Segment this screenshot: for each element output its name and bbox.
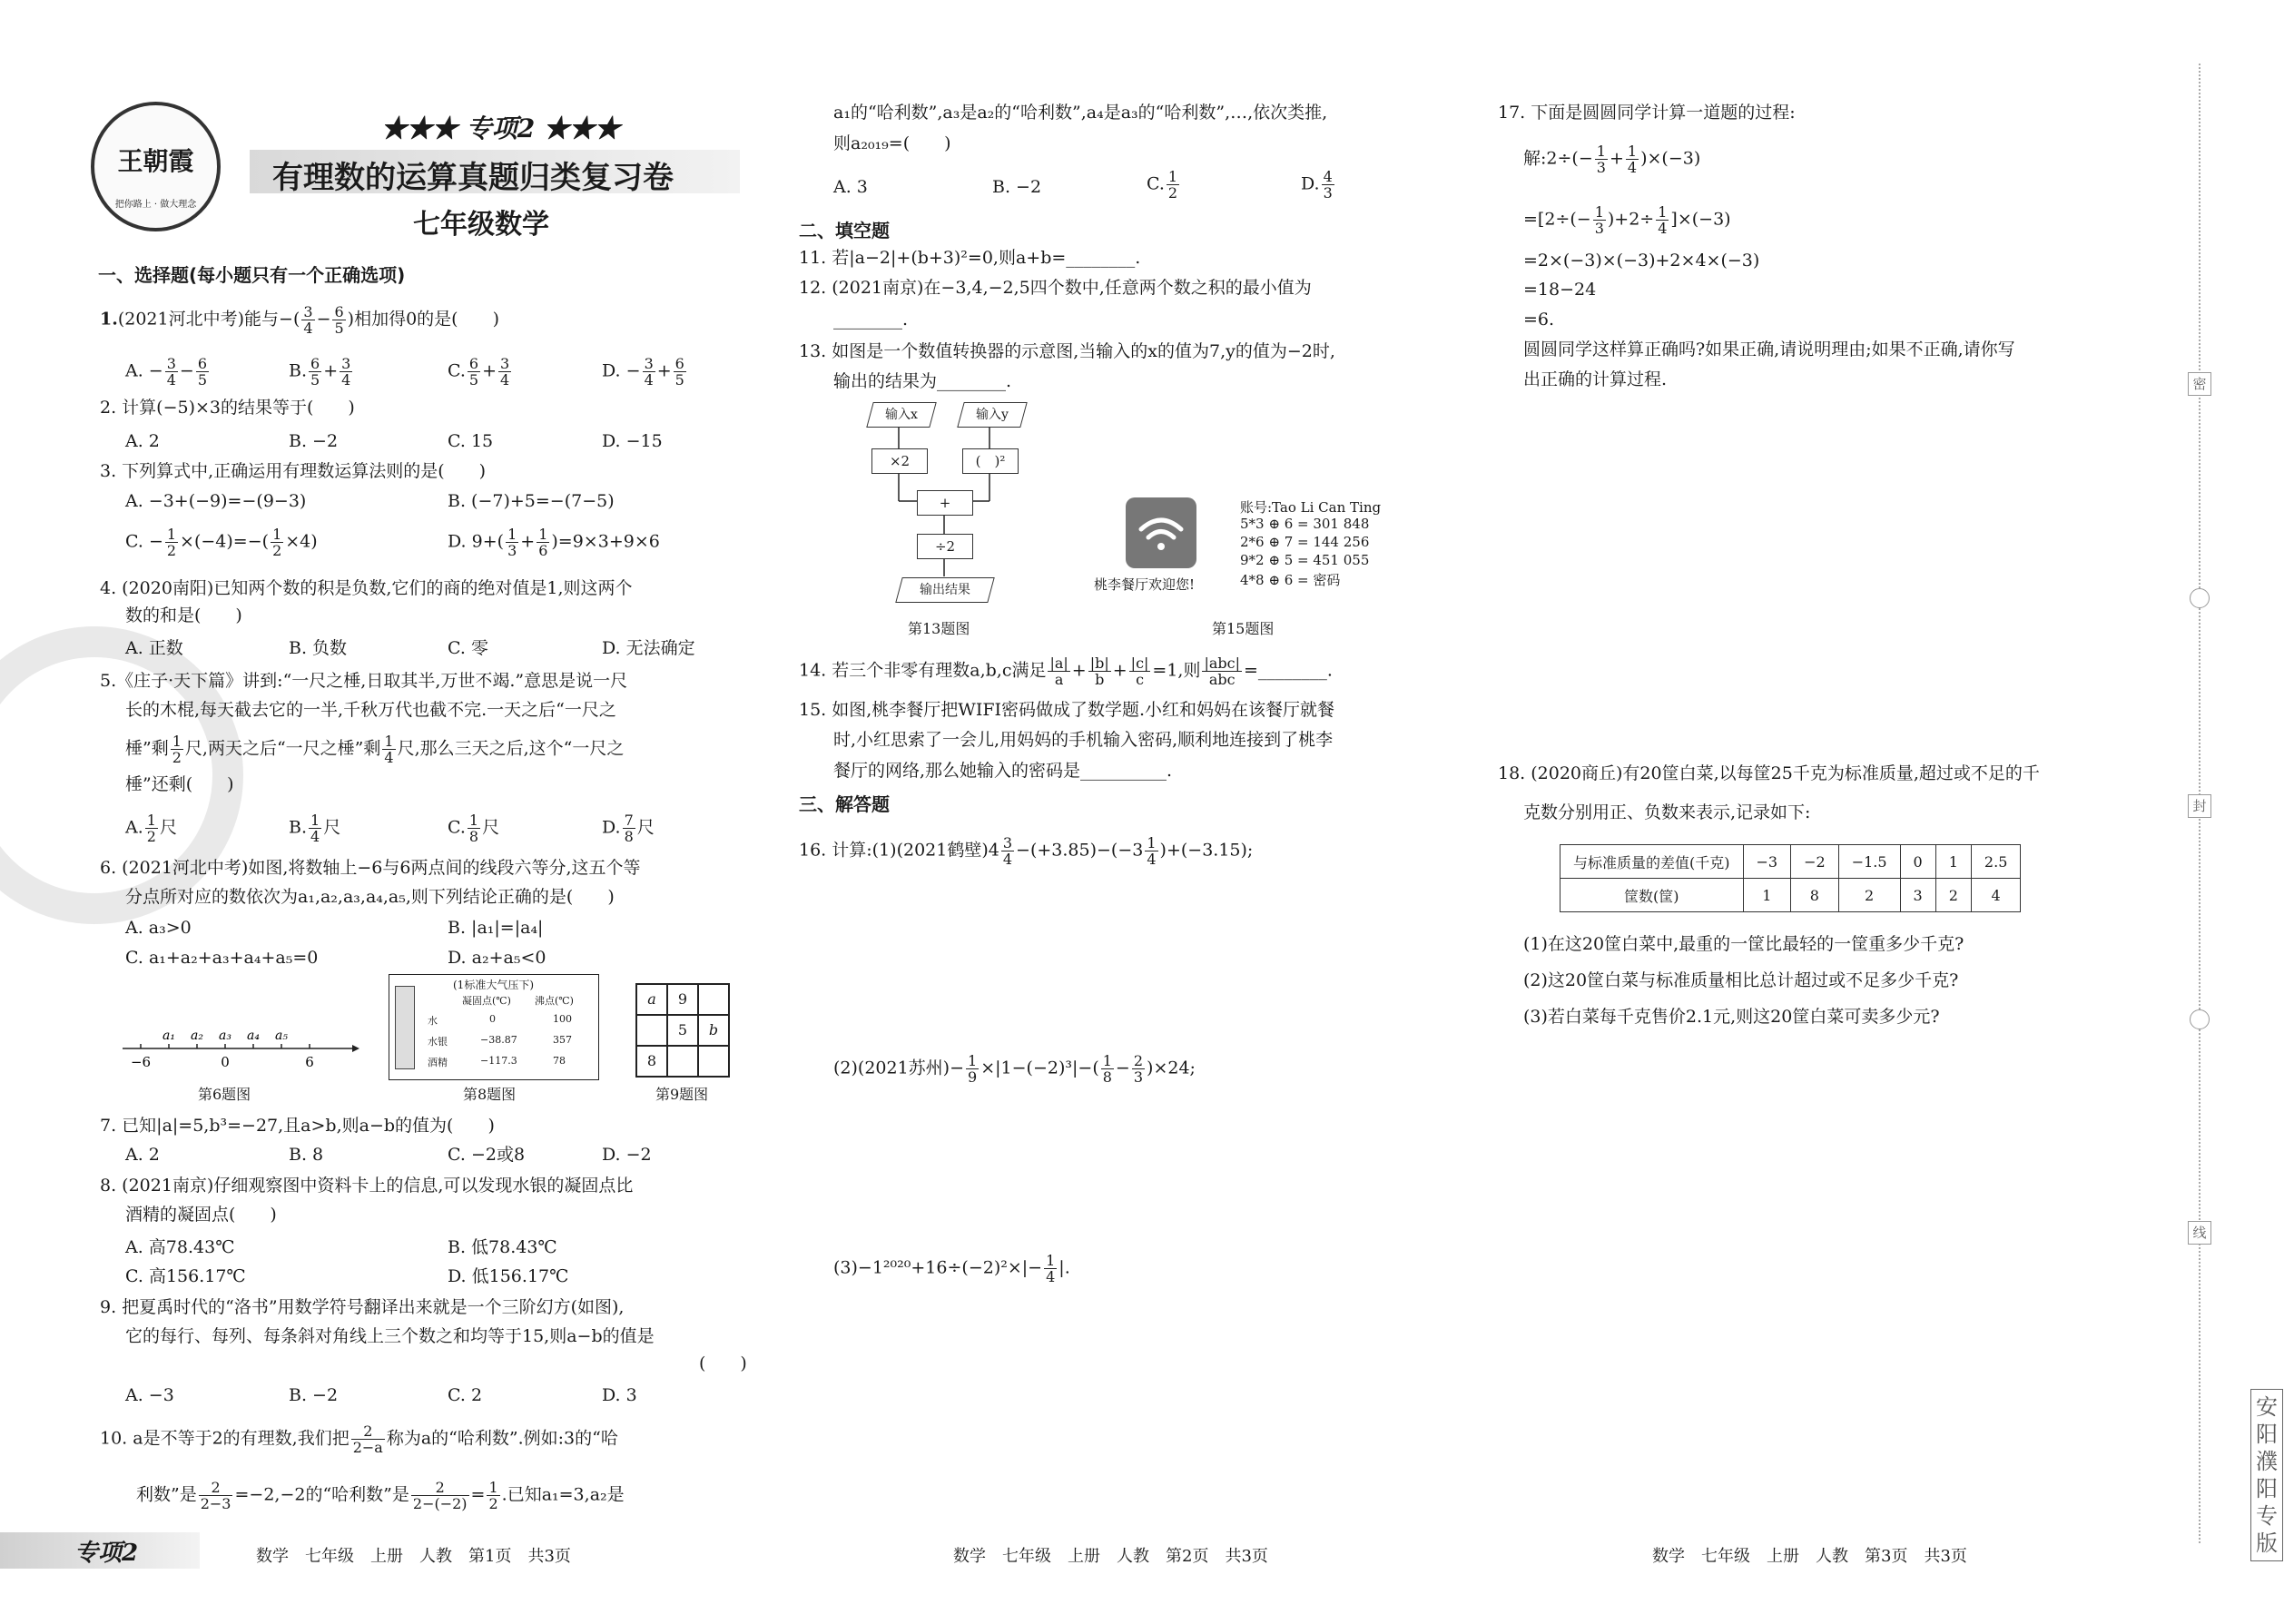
q9-line3: ( ): [699, 1353, 747, 1373]
q1-opt-a: A. − $\frac{3}{4}$ − $\frac{6}{5}$: [125, 355, 208, 389]
q18-line2: 克数分别用正、负数来表示,记录如下:: [1523, 802, 1811, 822]
fig6-caption: 第6题图: [198, 1086, 251, 1103]
table-cell: −3: [1743, 845, 1791, 879]
q11-line: 11. 若|a−2|+(b+3)²=0,则a+b=________.: [799, 248, 1141, 268]
fig9-cell: [667, 1046, 698, 1077]
table-cell: 与标准质量的差值(千克): [1561, 845, 1744, 879]
binding-char-feng: 封: [2188, 794, 2211, 818]
fig13-input-y: 输入y: [957, 402, 1028, 428]
q4-line2: 数的和是( ): [125, 605, 242, 625]
q5-opt-b: B. $\frac{1}{4}$ 尺: [289, 812, 341, 845]
q9-opt-a: A. −3: [125, 1385, 174, 1405]
fig6-a5-label: a₅: [275, 1029, 288, 1043]
footer-page3: 数学 七年级 上册 人教 第3页 共3页: [1652, 1547, 1967, 1566]
fig9-cell: [698, 984, 729, 1015]
q7-line: 7. 已知|a|=5,b³=−27,且a>b,则a−b的值为( ): [100, 1116, 495, 1136]
table-cell: 2.5: [1971, 845, 2020, 879]
q5-line1: 5.《庄子·天下篇》讲到:“一尺之棰,日取其半,万世不竭.”意思是说一尺: [100, 671, 628, 691]
fig13-div2: ÷2: [917, 534, 973, 559]
q4-opt-c: C. 零: [448, 638, 488, 658]
q3-line: 3. 下列算式中,正确运用有理数运算法则的是( ): [100, 461, 487, 481]
fig6-left-label: −6: [130, 1054, 152, 1070]
q3-opt-c: C. − $\frac{1}{2}$ ×(−4)=−( $\frac{1}{2}$ ×4): [125, 526, 318, 559]
q3-opt-d: D. 9+( $\frac{1}{3}$ + $\frac{1}{6}$ )=9×3+9×6: [448, 526, 660, 559]
section-answer: 三、解答题: [799, 793, 890, 815]
q5-opt-a: A. $\frac{1}{2}$ 尺: [125, 812, 177, 845]
q9-opt-d: D. 3: [602, 1385, 637, 1405]
q4-opt-b: B. 负数: [289, 638, 348, 658]
fig15-wifi-tile: [1126, 497, 1196, 568]
q7-opt-b: B. 8: [289, 1145, 324, 1165]
binding-dot: [2190, 588, 2210, 608]
q18-sub2: (2)这20筐白菜与标准质量相比总计超过或不足多少千克?: [1523, 970, 1959, 990]
q18-sub1: (1)在这20筐白菜中,最重的一筐比最轻的一筐重多少千克?: [1523, 934, 1964, 954]
fig9-cell: [636, 1015, 667, 1046]
q17-ask2: 出正确的计算过程.: [1523, 369, 1668, 389]
table-row: [1561, 845, 2021, 879]
q10-line2: 利数”是 $\frac{2}{2-3}$ =−2,−2的“哈利数”是 $\frac{2}{2-(-2)}$ = $\frac{1}{2}$ .已知a₁=3,a₂是: [136, 1479, 625, 1512]
q3-opt-b: B. (−7)+5=−(7−5): [448, 491, 615, 511]
q10-line1: 10. a是不等于2的有理数,我们把 $\frac{2}{2-a}$ 称为a的“哈利数”.例如:3的“哈: [100, 1422, 618, 1456]
binding-char-mi: 密: [2188, 372, 2211, 396]
q1-line: 1.(2021河北中考)能与−( $\frac{3}{4}$ − $\frac{6}{5}$ )相加得0的是( ): [100, 303, 500, 337]
fig9-caption: 第9题图: [655, 1086, 709, 1103]
fig8-r3c3: 78: [553, 1055, 566, 1067]
q13-line2: 输出的结果为________.: [833, 371, 1012, 391]
q8-line1: 8. (2021南京)仔细观察图中资料卡上的信息,可以发现水银的凝固点比: [100, 1176, 634, 1196]
table-row: [1561, 879, 2021, 912]
fig9-cell: a: [636, 984, 667, 1015]
q2-opt-a: A. 2: [125, 431, 160, 451]
q7-opt-d: D. −2: [602, 1145, 652, 1165]
q4-line1: 4. (2020南阳)已知两个数的积是负数,它们的商的绝对值是1,则这两个: [100, 578, 633, 598]
table-cell: 2: [1935, 879, 1971, 912]
q17-step5: =6.: [1523, 310, 1555, 330]
q6-opt-d: D. a₂+a₅<0: [448, 948, 546, 968]
q6-line2: 分点所对应的数依次为a₁,a₂,a₃,a₄,a₅,则下列结论正确的是( ): [125, 887, 615, 907]
fig8-thermometer: [395, 986, 415, 1069]
fig8-r1c2: 0: [489, 1013, 496, 1025]
q15-line2: 时,小红思索了一会儿,用妈妈的手机输入密码,顺利地连接到了桃李: [833, 730, 1334, 750]
fig15-caption: 第15题图: [1212, 620, 1275, 637]
table-cell: 1: [1935, 845, 1971, 879]
footer-page1: 数学 七年级 上册 人教 第1页 共3页: [256, 1547, 571, 1566]
q5-line2: 长的木棍,每天截去它的一半,千秋万代也截不完.一天之后“一尺之: [125, 700, 616, 720]
fig13-input-x: 输入x: [866, 402, 937, 428]
q14-line: 14. 若三个非零有理数a,b,c满足 $\frac{|a|}{a}$ + $\frac{|b|}{b}$ + $\frac{|c|}{c}$ =1,则 $\frac{\text{|abc|}}{\text{abc}}$ =________.: [799, 655, 1333, 688]
q4-opt-a: A. 正数: [125, 638, 183, 658]
fig15-welcome: 桃李餐厅欢迎您!: [1094, 576, 1196, 593]
fig8-r2c1: 水银: [428, 1036, 448, 1048]
q15-line1: 15. 如图,桃李餐厅把WIFI密码做成了数学题.小红和妈妈在该餐厅就餐: [799, 700, 1335, 720]
fig8-r1c3: 100: [553, 1013, 572, 1025]
logo-text: 王朝霞: [117, 146, 194, 176]
fig6-right-label: 6: [305, 1054, 314, 1070]
q10-opt-a: A. 3: [833, 177, 868, 197]
q16-part3: (3)−1²⁰²⁰+16÷(−2)²×|− $\frac{1}{4}$ |.: [833, 1252, 1070, 1285]
fig13-output: 输出结果: [895, 577, 995, 603]
q8-opt-c: C. 高156.17℃: [125, 1266, 246, 1286]
q8-line2: 酒精的凝固点( ): [125, 1205, 277, 1225]
q12-line2: ________.: [833, 310, 909, 330]
wifi-icon: [1126, 497, 1196, 568]
fig6-zero-label: 0: [221, 1054, 230, 1070]
q17-step1: 解:2÷(− $\frac{1}{3}$ + $\frac{1}{4}$ )×(−3): [1523, 143, 1701, 176]
q2-line: 2. 计算(−5)×3的结果等于( ): [100, 398, 355, 418]
fig8-col2: 沸点(℃): [535, 995, 574, 1007]
fig13-caption: 第13题图: [908, 620, 970, 637]
table-cell: 8: [1791, 879, 1839, 912]
q8-opt-b: B. 低78.43℃: [448, 1237, 557, 1257]
fig6-a2-label: a₂: [191, 1029, 203, 1043]
table-cell: 筐数(筐): [1561, 879, 1744, 912]
q7-opt-a: A. 2: [125, 1145, 160, 1165]
fig8-head: (1标准大气压下): [453, 979, 534, 991]
fig15-account: 账号:Tao Li Can Ting: [1240, 499, 1382, 516]
q2-opt-d: D. −15: [602, 431, 663, 451]
fig8-r2c2: −38.87: [480, 1034, 517, 1046]
table-cell: 3: [1900, 879, 1935, 912]
q16-part2: (2)(2021苏州)− $\frac{1}{9}$ ×|1−(−2)³|−( $\frac{1}{8}$ − $\frac{2}{3}$ )×24;: [833, 1052, 1196, 1086]
q2-opt-b: B. −2: [289, 431, 339, 451]
fig6-a4-label: a₄: [247, 1029, 260, 1043]
fig13-plus: +: [917, 490, 973, 516]
table-cell: 2: [1838, 879, 1900, 912]
fig8-card: [389, 974, 599, 1080]
q18-table: [1560, 844, 2021, 912]
q4-opt-d: D. 无法确定: [602, 638, 695, 658]
edition-label: 安阳濮阳专版: [2250, 1389, 2283, 1561]
fig8-r3c2: −117.3: [480, 1055, 517, 1067]
q10-opt-b: B. −2: [992, 177, 1042, 197]
section-fill: 二、填空题: [799, 220, 890, 241]
fig9-cell: b: [698, 1015, 729, 1046]
footer-series: 专项2: [74, 1540, 139, 1567]
page-subtitle: 七年级数学: [413, 209, 549, 241]
fig8-r1c1: 水: [428, 1015, 438, 1027]
q5-opt-c: C. $\frac{1}{8}$ 尺: [448, 812, 500, 845]
footer-page2: 数学 七年级 上册 人教 第2页 共3页: [953, 1547, 1268, 1566]
q6-line1: 6. (2021河北中考)如图,将数轴上−6与6两点间的线段六等分,这五个等: [100, 858, 641, 878]
table-cell: 1: [1743, 879, 1791, 912]
q16-part1: 16. 计算:(1)(2021鹤壁)4 $\frac{3}{4}$ −(+3.85)−(−3 $\frac{1}{4}$ )+(−3.15);: [799, 834, 1254, 868]
q5-line3: 棰”剩 $\frac{1}{2}$ 尺,两天之后“一尺之棰”剩 $\frac{1}{4}$ 尺,那么三天之后,这个“一尺之: [125, 733, 625, 766]
q17-step4: =18−24: [1523, 280, 1597, 300]
binding-dot: [2190, 1009, 2210, 1029]
fig9-cell: 8: [636, 1046, 667, 1077]
table-cell: −2: [1791, 845, 1839, 879]
fig8-caption: 第8题图: [463, 1086, 517, 1103]
q6-opt-b: B. |a₁|=|a₄|: [448, 918, 544, 938]
q9-line1: 9. 把夏禹时代的“洛书”用数学符号翻译出来就是一个三阶幻方(如图),: [100, 1297, 625, 1317]
q18-line1: 18. (2020商丘)有20筐白菜,以每筐25千克为标准质量,超过或不足的千: [1498, 763, 2040, 783]
table-cell: −1.5: [1838, 845, 1900, 879]
q10-line4: 则a₂₀₁₉=( ): [833, 133, 951, 153]
q15-line3: 餐厅的网络,那么她输入的密码是__________.: [833, 761, 1173, 781]
q17-ask1: 圆圆同学这样算正确吗?如果正确,请说明理由;如果不正确,请你写: [1523, 340, 2015, 359]
q10-line3: a₁的“哈利数”,a₃是a₂的“哈利数”,a₄是a₃的“哈利数”,…,依次类推,: [833, 103, 1328, 123]
q9-opt-c: C. 2: [448, 1385, 483, 1405]
q17-step3: =2×(−3)×(−3)+2×4×(−3): [1523, 251, 1760, 271]
q12-line1: 12. (2021南京)在−3,4,−2,5四个数中,任意两个数之积的最小值为: [799, 278, 1312, 298]
fig15-line4: 4*8 ⊕ 6 = 密码: [1240, 572, 1341, 588]
q9-opt-b: B. −2: [289, 1385, 339, 1405]
q10-opt-d: D. $\frac{4}{3}$: [1301, 168, 1333, 202]
page-title: 有理数的运算真题归类复习卷: [272, 160, 674, 196]
fig8-r2c3: 357: [553, 1034, 572, 1046]
q13-line1: 13. 如图是一个数值转换器的示意图,当输入的x的值为7,y的值为−2时,: [799, 341, 1335, 361]
fig9-cell: 9: [667, 984, 698, 1015]
q6-opt-c: C. a₁+a₂+a₃+a₄+a₅=0: [125, 948, 319, 968]
q1-opt-d: D. − $\frac{3}{4}$ + $\frac{6}{5}$: [602, 355, 684, 389]
table-cell: 4: [1971, 879, 2020, 912]
q8-opt-a: A. 高78.43℃: [125, 1237, 235, 1257]
fig9-cell: [698, 1046, 729, 1077]
fig13-square: ( )²: [962, 448, 1019, 474]
fig6-a3-label: a₃: [219, 1029, 231, 1043]
binding-char-xian: 线: [2188, 1221, 2211, 1245]
series-label: ★★★ 专项2 ★★★: [381, 113, 620, 143]
q2-opt-c: C. 15: [448, 431, 494, 451]
q5-opt-d: D. $\frac{7}{8}$ 尺: [602, 812, 655, 845]
table-cell: 0: [1900, 845, 1935, 879]
q6-opt-a: A. a₃>0: [125, 918, 192, 938]
q1-opt-b: B. $\frac{6}{5}$ + $\frac{3}{4}$: [289, 355, 351, 389]
logo: [91, 102, 221, 231]
q9-line2: 它的每行、每列、每条斜对角线上三个数之和均等于15,则a−b的值是: [125, 1326, 655, 1346]
q10-opt-c: C. $\frac{1}{2}$: [1147, 168, 1178, 202]
fig15-line1: 5*3 ⊕ 6 = 301 848: [1240, 516, 1370, 532]
fig13-times2: ×2: [871, 448, 928, 474]
fig15-line3: 9*2 ⊕ 5 = 451 055: [1240, 552, 1370, 568]
fig9-magic-square: [635, 983, 730, 1078]
section-choice: 一、选择题(每小题只有一个正确选项): [98, 264, 406, 286]
fig6-a1-label: a₁: [162, 1029, 175, 1043]
q3-opt-a: A. −3+(−9)=−(9−3): [125, 491, 307, 511]
q18-sub3: (3)若白菜每千克售价2.1元,则这20筐白菜可卖多少元?: [1523, 1007, 1940, 1027]
q1-opt-c: C. $\frac{6}{5}$ + $\frac{3}{4}$: [448, 355, 510, 389]
fig9-cell: 5: [667, 1015, 698, 1046]
fig15-line2: 2*6 ⊕ 7 = 144 256: [1240, 534, 1370, 550]
fig8-r3c1: 酒精: [428, 1057, 448, 1068]
q8-opt-d: D. 低156.17℃: [448, 1266, 569, 1286]
fig6-number-line: [118, 1021, 363, 1076]
q5-line4: 棰”还剩( ): [125, 774, 234, 794]
logo-sub: 把你路上 · 做大理念: [114, 200, 197, 210]
q7-opt-c: C. −2或8: [448, 1145, 526, 1165]
q17-step2: =[2÷(− $\frac{1}{3}$ )+2÷ $\frac{1}{4}$ ]×(−3): [1523, 203, 1731, 237]
q17-line: 17. 下面是圆圆同学计算一道题的过程:: [1498, 103, 1796, 123]
fig8-col1: 凝固点(℃): [462, 995, 511, 1007]
